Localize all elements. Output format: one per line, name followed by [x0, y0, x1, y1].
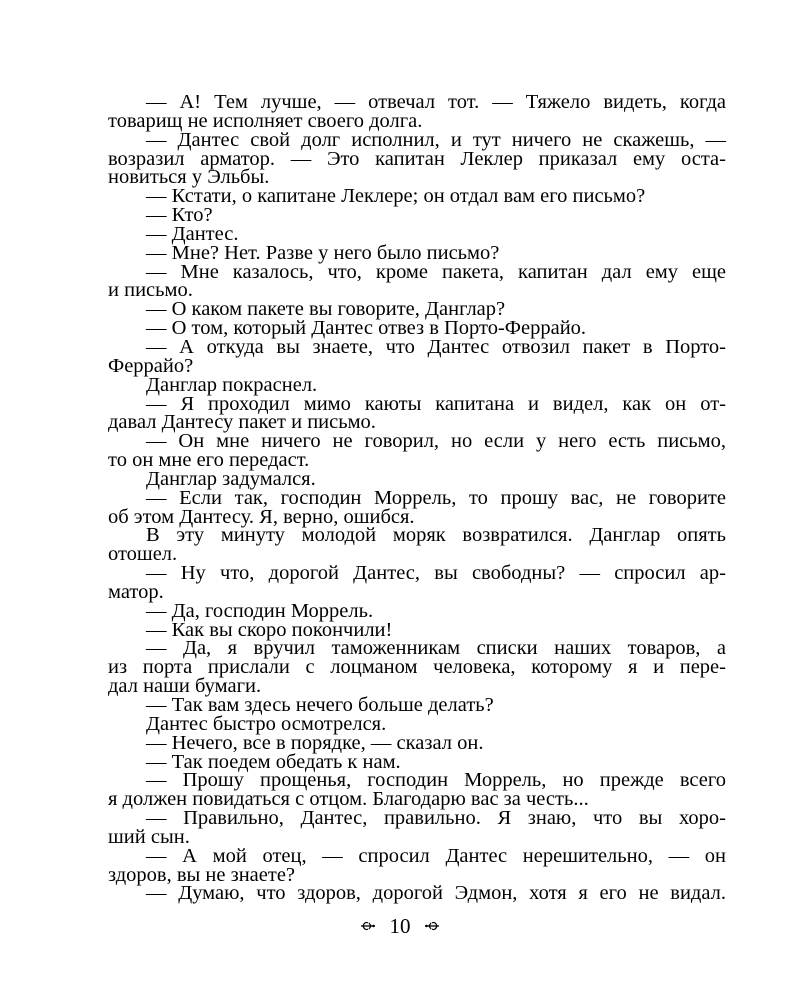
text-line: — Правильно, Дантес, правильно. Я знаю, что вы хоро- [146, 807, 726, 830]
text-line: — А! Тем лучше, — отвечал тот. — Тяжело видеть, когда [146, 91, 726, 113]
text-line: Дантес быстро осмотрелся. [146, 712, 387, 735]
text-line: — Кстати, о капитане Леклере; он отдал вам его письмо? [146, 185, 646, 208]
text-line: — Ну что, дорогой Дантес, вы свободны? — спросил ар- [146, 562, 726, 585]
fleuron-right-icon [424, 920, 440, 932]
text-line: — Так поедем обедать к нам. [146, 750, 401, 773]
text-line: новиться у Эльбы. [108, 166, 270, 189]
text-line: — Мне? Нет. Разве у него было письмо? [146, 241, 500, 264]
text-line: — Кто? [146, 204, 213, 227]
text-line: — О том, который Дантес отвез в Порто-Феррайо. [146, 317, 587, 340]
text-line: — Думаю, что здоров, дорогой Эдмон, хотя я его не видал. [146, 882, 726, 905]
text-line: — А откуда вы знаете, что Дантес отвозил пакет в Порто- [146, 335, 726, 358]
text-line: — Да, я вручил таможенникам списки наших товаров, а [146, 637, 726, 660]
text-line: товарищ не исполняет своего долга. [108, 109, 423, 132]
text-line: Данглар задумался. [146, 467, 316, 490]
text-line: — Прошу прощенья, господин Моррель, но прежде всего [146, 769, 726, 792]
text-line: — Да, господин Моррель. [146, 599, 374, 622]
text-line: — Дантес свой долг исполнил, и тут ничего не скажешь, — [146, 128, 726, 151]
text-line: — Он мне ничего не говорил, но если у него есть письмо, [146, 430, 726, 453]
text-line: я должен повидаться с отцом. Благодарю вас за честь... [108, 788, 589, 811]
text-line: — А мой отец, — спросил Дантес нерешительно, — он [146, 844, 726, 867]
text-line: возразил арматор. — Это капитан Леклер приказал ему оста- [108, 147, 726, 170]
text-line: — Мне казалось, что, кроме пакета, капитан дал ему еще [146, 260, 726, 283]
text-line: отошел. [108, 543, 178, 566]
text-line: — Нечего, все в порядке, — сказал он. [146, 731, 484, 754]
text-line: — Если так, господин Моррель, то прошу вас, не говорите [146, 486, 726, 509]
text-line: — Я проходил мимо каюты капитана и видел, как он от- [146, 392, 726, 415]
page-number: 10 [389, 913, 411, 938]
text-line: Данглар покраснел. [146, 373, 318, 396]
text-line: давал Дантесу пакет и письмо. [108, 411, 376, 434]
fleuron-left-icon [360, 920, 376, 932]
text-line: об этом Дантесу. Я, верно, ошибся. [108, 505, 415, 528]
text-line: — Как вы скоро покончили! [146, 618, 393, 641]
text-line: В эту минуту молодой моряк возвратился. Данглар опять [146, 524, 726, 547]
text-line: матор. [108, 580, 164, 603]
body-text [108, 93, 726, 903]
text-line: ший сын. [108, 825, 190, 848]
page-footer [0, 912, 800, 939]
text-line: — О каком пакете вы говорите, Данглар? [146, 298, 506, 321]
text-line: Феррайо? [108, 354, 194, 377]
text-line: здоров, вы не знаете? [108, 863, 296, 886]
text-line: из порта прислали с лоцманом человека, которому я и пере- [108, 656, 726, 679]
text-line: и письмо. [108, 279, 193, 302]
text-line: — Дантес. [146, 222, 239, 245]
text-line: дал наши бумаги. [108, 675, 262, 698]
text-line: то он мне его передаст. [108, 449, 310, 472]
text-line: — Так вам здесь нечего больше делать? [146, 694, 494, 716]
